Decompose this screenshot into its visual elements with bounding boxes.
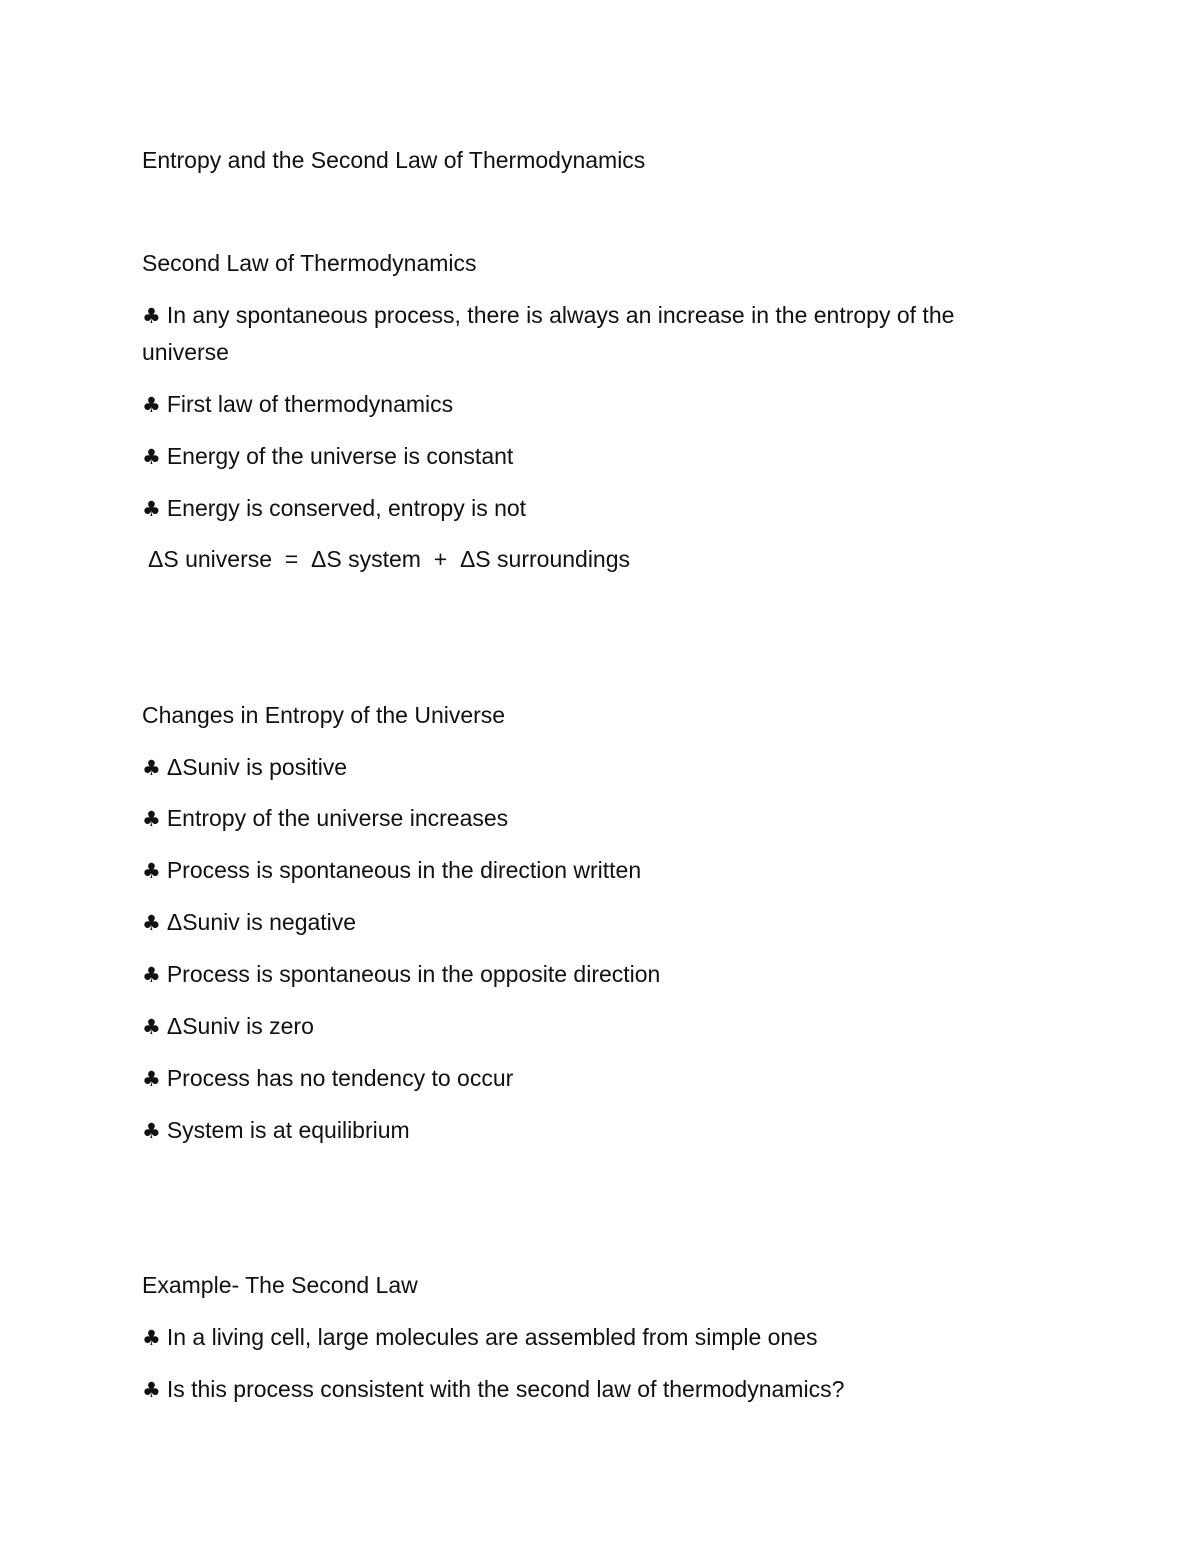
section-heading: Second Law of Thermodynamics (142, 250, 477, 276)
list-item-text: ΔSuniv is negative (166, 909, 357, 935)
club-icon: ♣ (142, 859, 161, 883)
list-item-text: Process is spontaneous in the opposite direction (166, 961, 661, 987)
list-item (142, 1060, 1042, 1097)
list-item-text: Energy is conserved, entropy is not (166, 495, 527, 521)
club-icon: ♣ (142, 807, 161, 831)
club-icon: ♣ (142, 1015, 161, 1039)
list-item-text: ΔSuniv is zero (166, 1013, 314, 1039)
list-item-text: In a living cell, large molecules are assembled from simple ones (166, 1324, 818, 1350)
club-icon: ♣ (142, 1067, 161, 1091)
list-item (142, 749, 1042, 786)
list-item-text: Entropy of the universe increases (166, 805, 509, 831)
list-item-text: First law of thermodynamics (166, 391, 454, 417)
list-item-text: Process has no tendency to occur (166, 1065, 514, 1091)
document-title: Entropy and the Second Law of Thermodynamics (142, 147, 646, 173)
list-item (142, 386, 1042, 423)
list-item (142, 1371, 1042, 1408)
list-item-text: Process is spontaneous in the direction written (166, 857, 642, 883)
list-item-text: Is this process consistent with the second law of thermodynamics? (166, 1376, 845, 1402)
list-item-text: ΔSuniv is positive (166, 754, 348, 780)
list-item (142, 956, 1042, 993)
list-item-text: In any spontaneous process, there is always an increase in the entropy of the universe (142, 302, 955, 365)
club-icon: ♣ (142, 497, 161, 521)
club-icon: ♣ (142, 1378, 161, 1402)
club-icon: ♣ (142, 756, 161, 780)
club-icon: ♣ (142, 911, 161, 935)
list-item (142, 1112, 1042, 1149)
list-item (142, 490, 1042, 527)
entropy-equation: ΔS universe = ΔS system + ΔS surroundings (148, 546, 631, 572)
club-icon: ♣ (142, 963, 161, 987)
club-icon: ♣ (142, 393, 161, 417)
list-item-text: System is at equilibrium (166, 1117, 410, 1143)
section-heading: Changes in Entropy of the Universe (142, 702, 506, 728)
list-item-text: Energy of the universe is constant (166, 443, 514, 469)
list-item (142, 904, 1042, 941)
section-heading: Example- The Second Law (142, 1272, 418, 1298)
list-item (142, 800, 1042, 837)
club-icon: ♣ (142, 445, 161, 469)
club-icon: ♣ (142, 304, 161, 328)
list-item (142, 1008, 1042, 1045)
club-icon: ♣ (142, 1326, 161, 1350)
list-item (142, 1319, 1042, 1356)
list-item (142, 438, 1042, 475)
club-icon: ♣ (142, 1119, 161, 1143)
list-item (142, 852, 1042, 889)
list-item (142, 297, 1042, 370)
